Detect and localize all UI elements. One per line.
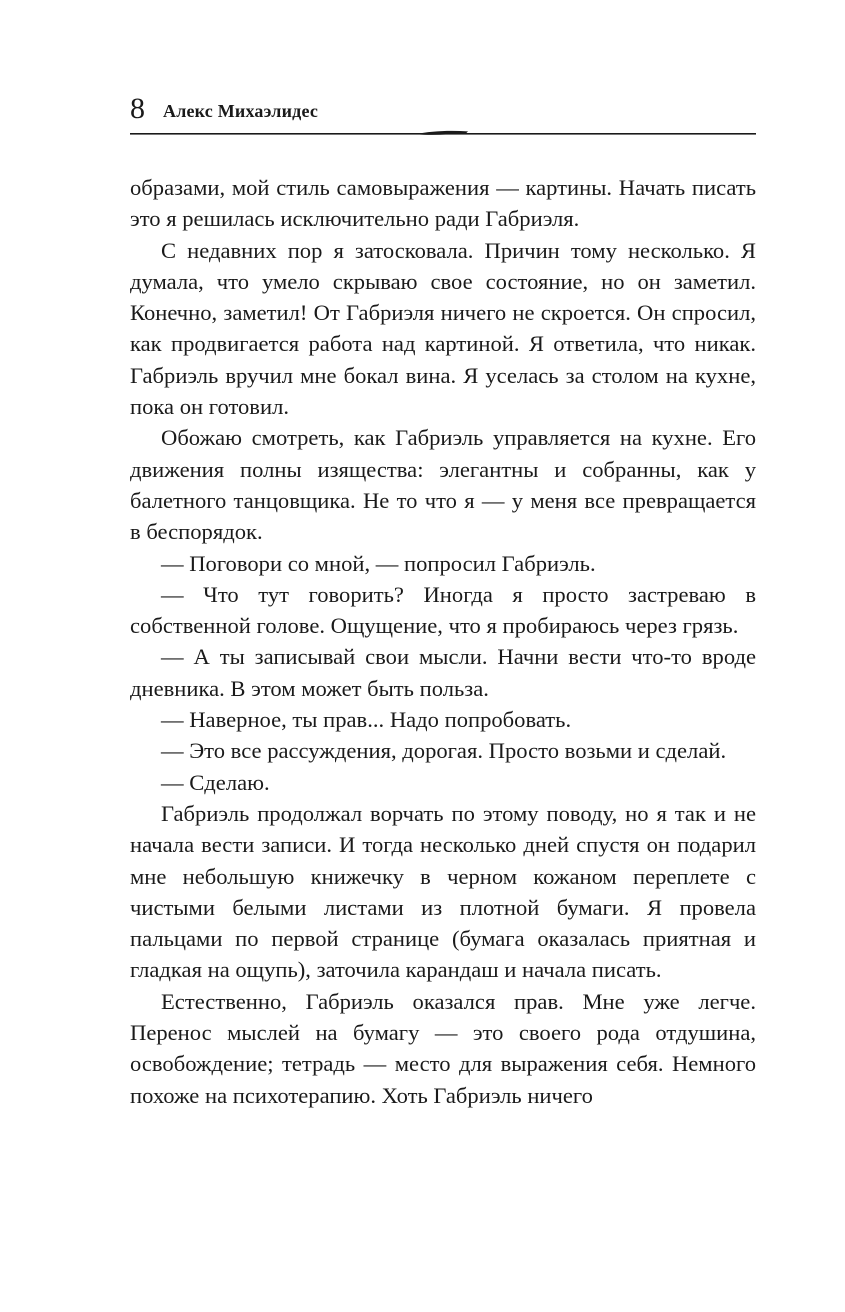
running-head-author: Алекс Михаэлидес: [163, 101, 319, 121]
body-text: [130, 172, 756, 1111]
dialogue-line: — Наверное, ты прав... Надо попробовать.: [161, 707, 572, 733]
paragraph: Обожаю смотреть, как Габриэль управляется на кухне. Его движения полны изящества: элегантны и собранны, как у балетного танцовщика. Не то что я — у меня все превращается в беспорядок.: [130, 425, 756, 545]
dialogue-line: — Поговори со мной, — попросил Габриэль.: [161, 550, 596, 576]
paragraph: Габриэль продолжал ворчать по этому поводу, но я так и не начала вести записи. И тогда несколько дней спустя он подарил мне небольшую книжечку в черном кожаном переплете с чистыми белыми листами из плотной бумаги. Я провела пальцами по первой странице (бумага оказалась приятная и гладкая на ощупь), заточила карандаш и начала писать.: [130, 800, 756, 983]
paragraph: Естественно, Габриэль оказался прав. Мне уже легче. Перенос мыслей на бумагу — это своего рода отдушина, освобождение; тетрадь — место для выражения себя. Немного похоже на психотерапию. Хоть Габриэль ничего: [130, 988, 756, 1108]
page-header: [130, 92, 756, 136]
header-rule: [130, 130, 756, 138]
dialogue-line: — Сделаю.: [161, 769, 270, 795]
page-number: 8: [130, 92, 145, 125]
dialogue-line: — А ты записывай свои мысли. Начни вести что-то вроде дневника. В этом может быть польза.: [130, 644, 756, 701]
paragraph: С недавних пор я затосковала. Причин тому несколько. Я думала, что умело скрываю свое состояние, но он заметил. Конечно, заметил! От Габриэля ничего не скроется. Он спросил, как продвигается работа над картиной. Я ответила, что никак. Габриэль вручил мне бокал вина. Я уселась за столом на кухне, пока он готовил.: [130, 237, 756, 420]
dialogue-line: — Что тут говорить? Иногда я просто застреваю в собственной голове. Ощущение, что я пробираюсь через грязь.: [130, 581, 756, 639]
paragraph: образами, мой стиль самовыражения — картины. Начать писать это я решилась исключительно ради Габриэля.: [130, 175, 756, 232]
dialogue-line: — Это все рассуждения, дорогая. Просто возьми и сделай.: [161, 738, 727, 764]
